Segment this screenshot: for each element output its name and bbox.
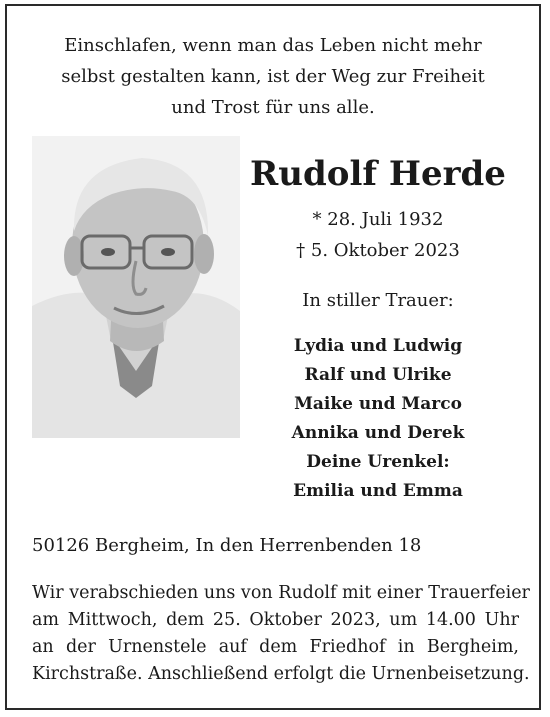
mourner-entry: Emilia und Emma xyxy=(293,481,463,501)
motto-quote xyxy=(7,30,539,123)
ceremony-line: an der Urnenstele auf dem Friedhof in Bergheim, xyxy=(32,637,519,657)
portrait-photo xyxy=(32,136,240,438)
mourners-list xyxy=(243,332,513,506)
ceremony-line: Wir verabschieden uns von Rudolf mit einer Trauerfeier xyxy=(32,583,530,603)
mourner-entry: Lydia und Ludwig xyxy=(293,336,463,356)
motto-line: Einschlafen, wenn man das Leben nicht mehr xyxy=(64,35,482,56)
motto-line: und Trost für uns alle. xyxy=(171,97,375,118)
mourner-entry: Annika und Derek xyxy=(291,423,465,443)
address: 50126 Bergheim, In den Herrenbenden 18 xyxy=(32,535,422,556)
mourner-entry: Ralf und Ulrike xyxy=(304,365,452,385)
ceremony-text xyxy=(32,580,530,688)
motto-line: selbst gestalten kann, ist der Weg zur Freiheit xyxy=(61,66,485,87)
mourner-entry: Maike und Marco xyxy=(294,394,462,414)
portrait-illustration xyxy=(32,136,240,438)
ceremony-line: Kirchstraße. Anschließend erfolgt die Urnenbeisetzung. xyxy=(32,664,530,684)
mourner-entry: Deine Urenkel: xyxy=(306,452,450,472)
obituary-card xyxy=(5,4,541,710)
birth-date: * 28. Juli 1932 xyxy=(312,209,444,230)
death-date: † 5. Oktober 2023 xyxy=(296,240,460,261)
deceased-name: Rudolf Herde xyxy=(250,154,506,194)
mourning-label: In stiller Trauer: xyxy=(302,290,454,311)
ceremony-line: am Mittwoch, dem 25. Oktober 2023, um 14.00 Uhr xyxy=(32,610,519,630)
life-dates xyxy=(243,204,513,266)
